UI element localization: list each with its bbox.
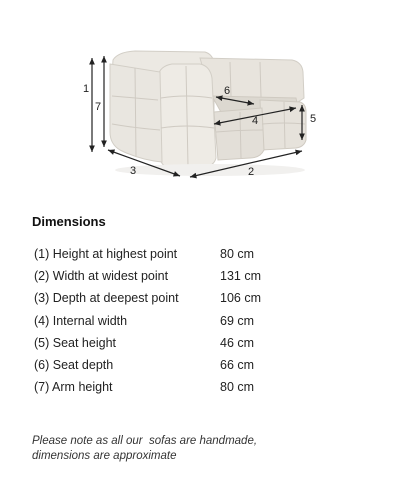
- dimension-label: (7) Arm height: [34, 380, 113, 395]
- dimension-value: 69 cm: [220, 313, 255, 328]
- note-line-1: Please note as all our sofas are handmade,: [32, 435, 258, 447]
- dimension-label-6: 6: [224, 85, 231, 97]
- dimension-value: 46 cm: [220, 335, 255, 350]
- note-line-2: dimensions are approximate: [32, 450, 177, 462]
- dimension-value: 131 cm: [220, 269, 261, 284]
- dimensions-heading: Dimensions: [32, 214, 106, 229]
- dimension-value: 106 cm: [220, 291, 261, 306]
- dimension-row: [32, 376, 332, 398]
- dimension-label-5: 5: [310, 113, 317, 125]
- dimension-row: [32, 265, 332, 287]
- dimension-label: (4) Internal width: [34, 313, 128, 328]
- dimension-row: [32, 354, 332, 376]
- dimension-value: 80 cm: [220, 380, 255, 395]
- armchair-dimension-diagram: [0, 0, 400, 200]
- dimension-label-4: 4: [252, 115, 259, 127]
- dimensions-list: [32, 243, 332, 398]
- dimension-label-7: 7: [95, 101, 102, 113]
- dimension-label-2: 2: [248, 166, 255, 178]
- dimension-row: [32, 310, 332, 332]
- dimension-label-1: 1: [83, 83, 90, 95]
- dimension-label: (1) Height at highest point: [34, 247, 178, 261]
- dimension-label: (6) Seat depth: [34, 357, 114, 372]
- dimension-value: 66 cm: [220, 357, 255, 372]
- dimension-label: (5) Seat height: [34, 335, 116, 350]
- dimension-label: (3) Depth at deepest point: [34, 291, 179, 306]
- dimension-value: 80 cm: [220, 247, 255, 261]
- dimension-row: [32, 243, 332, 265]
- dimension-row: [32, 287, 332, 309]
- dimension-label-3: 3: [130, 165, 137, 177]
- dimension-label: (2) Width at widest point: [34, 269, 169, 284]
- handmade-note: [32, 434, 372, 464]
- dimension-row: [32, 332, 332, 354]
